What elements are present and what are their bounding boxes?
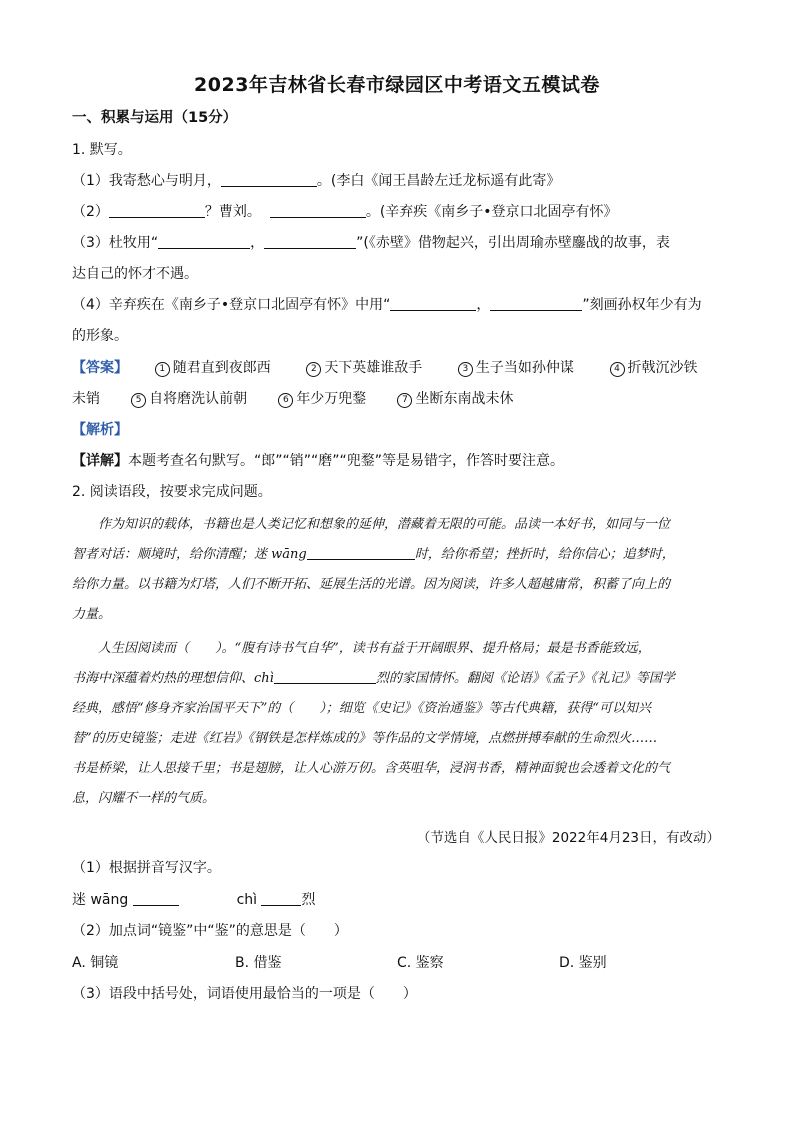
- option-d[interactable]: D. 鉴别: [559, 955, 607, 971]
- page-title: 2023年吉林省长春市绿园区中考语文五模试卷: [194, 74, 600, 96]
- sub-question-1: （1）根据拼音写汉字。: [72, 860, 221, 876]
- blank-field[interactable]: [109, 203, 205, 218]
- source-citation: （节选自《人民日报》2022年4月23日，有改动）: [416, 830, 720, 846]
- blank-field[interactable]: [261, 891, 301, 906]
- answer-item: 年少万兜鍪: [296, 391, 367, 407]
- blank-field[interactable]: [490, 296, 582, 311]
- para2-line: 烈的家国情怀。翻阅《论语》《孟子》《礼记》等国学: [375, 671, 675, 686]
- para1-line: 力量。: [72, 607, 112, 622]
- answer-item: 自将磨洗认前朝: [149, 391, 248, 407]
- q1-part-1-text: （1）我寄愁心与明月，: [72, 173, 221, 189]
- blank-field[interactable]: [264, 234, 356, 249]
- answer-item: 天下英雄谁敌手: [324, 360, 423, 376]
- q1-part-3-cont: 达自己的怀才不遇。: [72, 266, 198, 282]
- q1-part-1-source: 。(李白《闻王昌龄左迁龙标遥有此寄》: [316, 173, 561, 189]
- q1-part-2-mid: ？曹刘。: [204, 204, 261, 220]
- analysis-label: 【解析】: [72, 422, 128, 438]
- para2-line: 息，闪耀不一样的气质。: [72, 791, 216, 806]
- para2-line: 书海中深蕴着灼热的理想信仰、chì: [72, 671, 274, 686]
- blank-field[interactable]: [270, 203, 366, 218]
- q1-part-4: [72, 295, 702, 315]
- pinyin-label: chì: [236, 892, 258, 908]
- option-c[interactable]: C. 鉴察: [397, 955, 444, 971]
- answer-item: 未销: [72, 391, 100, 407]
- sub-question-2: （2）加点词“镜鉴”中“鉴”的意思是（ ）: [72, 923, 348, 939]
- pinyin-answer-line: [72, 890, 315, 910]
- answer-number: 1: [155, 362, 170, 377]
- detail-text: 本题考查名句默写。“郎”“销”“磨”“兜鍪”等是易错字，作答时要注意。: [128, 453, 565, 469]
- q1-part-4-text: （4）辛弃疾在《南乡子•登京口北固亭有怀》中用“: [72, 297, 391, 313]
- q1-part-1: [72, 171, 560, 191]
- para1-line: 智者对话：顺境时，给你清醒；迷 wāng: [72, 547, 307, 562]
- q1-part-3-rest: ”(《赤壁》借物起兴，引出周瑜赤壁鏖战的故事，表: [356, 235, 670, 251]
- para2-line: ；走进《红岩》《钢铁是怎样炼成的》等作品的文学情境，点燃拼搏奉献的生命烈火……: [156, 731, 658, 746]
- blank-field[interactable]: [158, 234, 250, 249]
- answer-item: 折戟沉沙铁: [627, 360, 698, 376]
- detail-line: [72, 451, 564, 471]
- q1-part-4-rest: ”刻画孙权年少有为: [582, 297, 702, 313]
- answer-label: 【答案】: [72, 360, 128, 376]
- para2-line: 书是桥梁，让人思接千里；书是翅膀，让人心游万仞。含英咀华，浸润书香，精神面貌也会透着文化的气: [72, 761, 671, 776]
- reading-paragraph-2: [72, 634, 722, 814]
- answer-item: 坐断东南战未休: [415, 391, 514, 407]
- q1-part-3: [72, 233, 670, 253]
- para1-line: 给你力量。以书籍为灯塔，人们不断开拓、延展生活的光谱。因为阅读，许多人超越庸常，积蓄了向上的: [72, 577, 671, 592]
- q1-part-2: [72, 202, 618, 222]
- para1-line: 时，给你希望；挫折时，给你信心；追梦时，: [414, 547, 675, 562]
- para2-line: 经典，感悟“修身齐家治国平天下”的（ ）；细览《史记》《资治通鉴》等古代典籍，获得“可以知兴: [72, 701, 651, 716]
- para1-line: 作为知识的载体，书籍也是人类记忆和想象的延伸，潜藏着无限的可能。品读一本好书，如同与一位: [98, 517, 671, 532]
- para2-line: 人生因阅读而（ ）。“腹有诗书气自华”，读书有益于开阔眼界、提升格局；最是书香能致远，: [98, 641, 651, 656]
- reading-paragraph-1: [72, 510, 722, 630]
- pinyin-label: 迷 wāng: [72, 892, 129, 908]
- q1-part-4-comma: ，: [476, 297, 491, 313]
- section-heading: 一、积累与运用（15分）: [72, 110, 238, 126]
- detail-label: 【详解】: [72, 453, 128, 469]
- blank-field[interactable]: [274, 669, 376, 684]
- q1-part-4-cont: 的形象。: [72, 328, 128, 344]
- blank-field[interactable]: [390, 296, 476, 311]
- blank-field[interactable]: [307, 545, 415, 560]
- dotted-word: 鉴 ·: [144, 731, 157, 746]
- answer-number: 6: [278, 393, 293, 408]
- q1-part-2-source: 。(辛弃疾《南乡子•登京口北固亭有怀》: [365, 204, 618, 220]
- q1-part-3-text: （3）杜牧用“: [72, 235, 159, 251]
- answer-number: 7: [397, 393, 412, 408]
- answer-line-2: [72, 389, 513, 409]
- q1-part-3-comma: ，: [250, 235, 265, 251]
- answer-item: 随君直到夜郎西: [172, 360, 271, 376]
- q1-part-2-text: （2）: [72, 204, 109, 220]
- blank-field[interactable]: [133, 891, 179, 906]
- question-1-stem: 1. 默写。: [72, 142, 132, 158]
- option-a[interactable]: A. 铜镜: [72, 955, 119, 971]
- para2-line: 替”的历史镜: [72, 731, 144, 746]
- answer-line-1: [72, 358, 698, 378]
- answer-item: 生子当如孙仲谋: [475, 360, 574, 376]
- answer-number: 5: [131, 393, 146, 408]
- pinyin-suffix: 烈: [301, 892, 316, 908]
- sub-question-3: （3）语段中括号处，词语使用最恰当的一项是（ ）: [72, 986, 417, 1002]
- question-2-stem: 2. 阅读语段，按要求完成问题。: [72, 484, 272, 500]
- answer-number: 3: [458, 362, 473, 377]
- answer-number: 4: [610, 362, 625, 377]
- option-b[interactable]: B. 借鉴: [235, 955, 282, 971]
- blank-field[interactable]: [221, 172, 317, 187]
- answer-number: 2: [306, 362, 321, 377]
